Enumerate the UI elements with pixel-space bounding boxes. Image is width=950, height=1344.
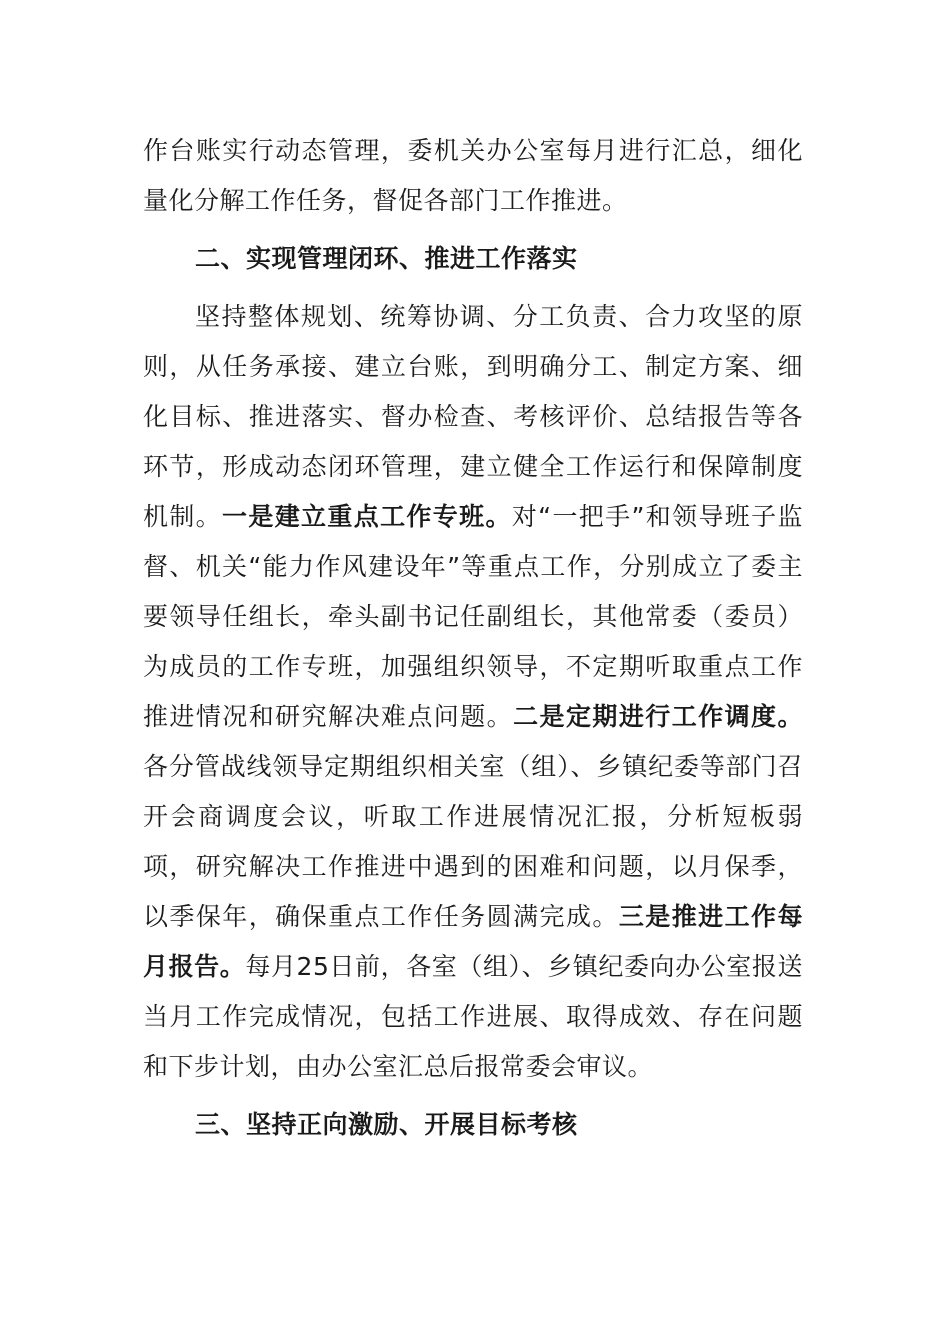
- item-2-title: 二是定期进行工作调度。: [513, 702, 803, 731]
- section-heading-2: 二、实现管理闭环、推进工作落实: [195, 244, 578, 273]
- item-1-title: 一是建立重点工作专班。: [222, 502, 512, 531]
- item-1-text: 对“一把手”和领导班子监督、机关“能力作风建设年”等重点工作，分别成立了委主要领导任组长，牵头副书记任副组长，其他常委（委员）为成员的工作专班，加强组织领导，不定期听取重点工作推进情况和研究解决难点问题。: [143, 502, 803, 731]
- item-2-text: 各分管战线领导定期组织相关室（组）、乡镇纪委等部门召开会商调度会议，听取工作进展情况汇报，分析短板弱项，研究解决工作推进中遇到的困难和问题，以月保季，以季保年，确保重点工作任务圆满完成。: [143, 752, 803, 931]
- main-paragraph: [143, 292, 803, 1092]
- item-3-text: 每月25日前，各室（组）、乡镇纪委向办公室报送当月工作完成情况，包括工作进展、取得成效、存在问题和下步计划，由办公室汇总后报常委会审议。: [143, 952, 803, 1081]
- section-heading-3: 三、坚持正向激励、开展目标考核: [195, 1110, 578, 1139]
- main-paragraph-lead: 坚持整体规划、统筹协调、分工负责、合力攻坚的原则，从任务承接、建立台账，到明确分工、制定方案、细化目标、推进落实、督办检查、考核评价、总结报告等各环节，形成动态闭环管理，建立健全工作运行和保障制度机制。: [143, 302, 803, 531]
- item-3-title: 三是推进工作每月报告。: [143, 902, 803, 981]
- intro-paragraph: 作台账实行动态管理，委机关办公室每月进行汇总，细化量化分解工作任务，督促各部门工作推进。: [143, 136, 803, 215]
- document-body: [143, 126, 803, 1150]
